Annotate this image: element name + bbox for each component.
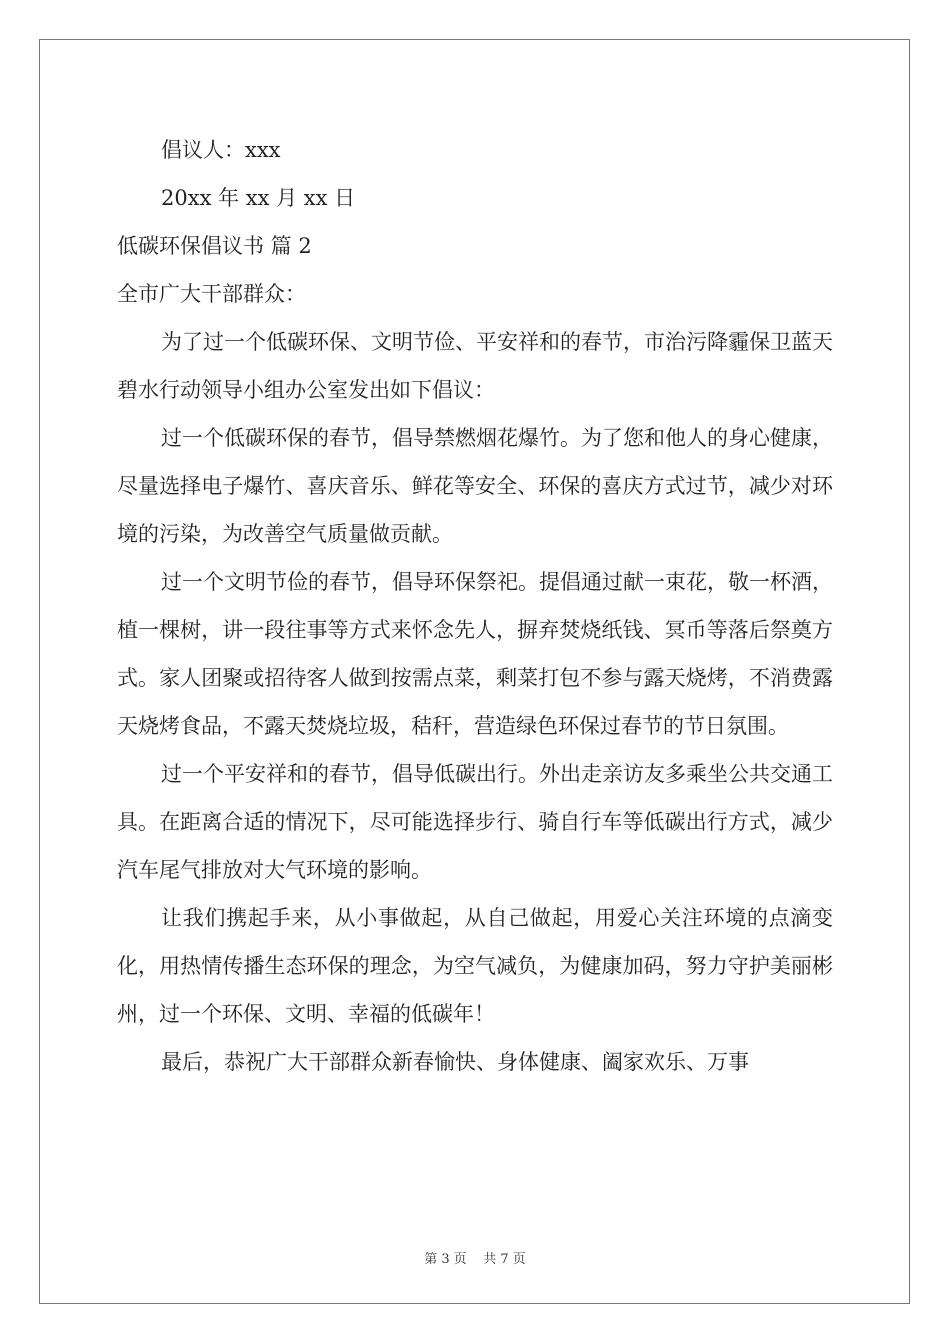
paragraph: 最后，恭祝广大干部群众新春愉快、身体健康、阖家欢乐、万事 xyxy=(161,1050,749,1074)
paragraph: 过一个文明节俭的春节，倡导环保祭祀。提倡通过献一束花，敬一杯酒，植一棵树，讲一段往事等方式来怀念先人，摒弃焚烧纸钱、冥币等落后祭奠方式。家人团聚或招待客人做到按需点菜，剩菜打包不参与露天烧烤，不消费露天烧烤食品，不露天焚烧垃圾，秸秆，营造绿色环保过春节的节日氛围。 xyxy=(117,570,833,738)
salutation: 全市广大干部群众： xyxy=(117,282,306,306)
page-footer xyxy=(0,1248,950,1267)
paragraph: 过一个低碳环保的春节，倡导禁燃烟花爆竹。为了您和他人的身心健康，尽量选择电子爆竹、喜庆音乐、鲜花等安全、环保的喜庆方式过节，减少对环境的污染，为改善空气质量做贡献。 xyxy=(117,426,833,546)
paragraph: 让我们携起手来，从小事做起，从自己做起，用爱心关注环境的点滴变化，用热情传播生态环保的理念，为空气减负，为健康加码，努力守护美丽彬州，过一个环保、文明、幸福的低碳年！ xyxy=(117,906,833,1026)
section-heading: 低碳环保倡议书 篇 2 xyxy=(117,234,312,258)
proposer-line: 倡议人：xxx xyxy=(161,138,281,162)
document-body xyxy=(117,126,833,1086)
date-line: 20xx 年 xx 月 xx 日 xyxy=(161,186,356,210)
page-number: 第 3 页 共 7 页 xyxy=(424,1252,526,1267)
paragraph: 过一个平安祥和的春节，倡导低碳出行。外出走亲访友多乘坐公共交通工具。在距离合适的情况下，尽可能选择步行、骑自行车等低碳出行方式，减少汽车尾气排放对大气环境的影响。 xyxy=(117,762,833,882)
paragraph: 为了过一个低碳环保、文明节俭、平安祥和的春节，市治污降霾保卫蓝天碧水行动领导小组办公室发出如下倡议： xyxy=(117,330,833,402)
